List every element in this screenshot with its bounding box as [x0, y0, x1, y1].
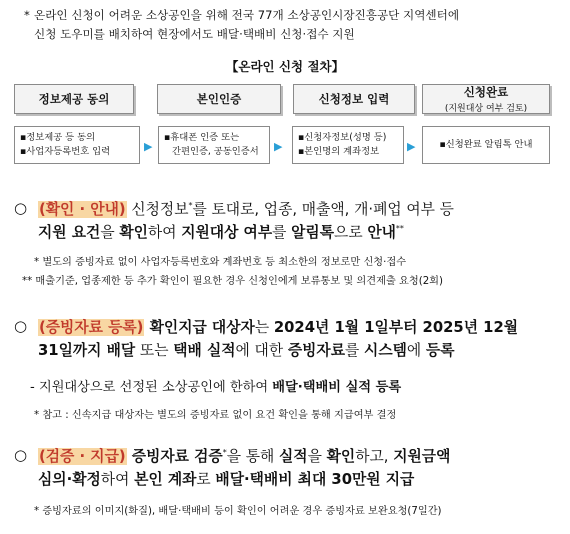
step-detail-line: ▪정보제공 등 동의: [20, 132, 96, 143]
step-detail-consent: [14, 126, 140, 164]
section-confirm-text: [38, 198, 558, 244]
text-run: 31일까지 배달: [38, 342, 136, 359]
text-run: 를: [272, 224, 292, 241]
text-run: 지원금액: [393, 448, 451, 465]
evidence-dash-line: [30, 376, 401, 395]
text-run: 알림톡: [291, 224, 335, 241]
step-detail-input: [292, 126, 404, 164]
footnote-marker: *: [222, 448, 227, 458]
footnote-marker: *: [188, 201, 193, 211]
step-detail-line: ▪신청자정보(성명 등): [298, 132, 387, 143]
intro-line-2: 신청 도우미를 배치하여 현장에서도 배달·택배비 신청·접수 지원: [34, 27, 355, 41]
text-run: 를: [345, 342, 365, 359]
arrow-right-icon: ▶: [407, 140, 416, 153]
footnote-marker: **: [395, 224, 404, 234]
text-run: 배달·택배비 실적 등록: [272, 380, 402, 395]
text-run: 하여: [100, 471, 135, 488]
text-run: 을: [100, 224, 120, 241]
text-run: 택배 실적: [173, 342, 236, 359]
text-run: 증빙자료: [287, 342, 346, 359]
text-run: 는: [254, 319, 274, 336]
arrow-right-icon: ▶: [274, 140, 283, 153]
step-header-sublabel: (지원대상 여부 검토): [444, 104, 528, 114]
step-header-label: 신청완료: [463, 85, 509, 99]
step-header-label: 정보제공 동의: [38, 92, 110, 106]
text-run: 확인지급 대상자: [144, 319, 255, 336]
step-header-input: [293, 84, 415, 114]
text-run: 본인 계좌: [134, 471, 197, 488]
text-run: 증빙자료 검증: [126, 448, 223, 465]
section-verify-text: [38, 445, 558, 491]
text-run: 신청정보: [126, 201, 189, 218]
text-run: 시스템: [364, 342, 407, 359]
intro-paragraph: [24, 6, 554, 44]
intro-line-1: 온라인 신청이 어려운 소상공인을 위해 전국 77개 소상공인시장진흥공단 지역센터에: [34, 8, 460, 22]
step-detail-complete: [422, 126, 550, 164]
section-bullet: ○: [14, 199, 28, 217]
text-run: 를 토대로, 업종, 매출액, 개·폐업 여부 등: [192, 201, 454, 218]
text-run: 확인: [326, 448, 356, 465]
text-run: 하고,: [355, 448, 394, 465]
step-header-auth: [157, 84, 281, 114]
step-detail-line: ▪사업자등록번호 입력: [20, 146, 111, 157]
text-run: 을: [307, 448, 327, 465]
text-run: 실적: [279, 448, 308, 465]
step-detail-line: ▪휴대폰 인증 또는: [164, 132, 240, 143]
text-run: 을 통해: [226, 448, 279, 465]
text-run: 로: [196, 471, 216, 488]
text-run: 으로: [334, 224, 368, 241]
arrow-right-icon: ▶: [144, 140, 153, 153]
text-run: 하여: [147, 224, 182, 241]
text-run: 등록: [425, 342, 455, 359]
section-evidence-text: [38, 316, 558, 362]
text-run: 안내: [367, 224, 396, 241]
text-run: 에: [406, 342, 426, 359]
footnote-1: * 별도의 증빙자료 없이 사업자등록번호와 계좌번호 등 최소한의 정보로만 신청·접수: [34, 257, 407, 268]
section-bullet: ○: [14, 446, 28, 464]
section-evidence-tag: (증빙자료 등록): [39, 319, 144, 336]
step-detail-line: ▪신청완료 알림톡 안내: [439, 139, 533, 150]
step-detail-line: 간편인증, 공동인증서: [172, 146, 259, 157]
section-confirm-tag: (확인 · 안내): [39, 201, 126, 218]
text-run: 2024년 1월 1일부터 2025년 12월: [273, 319, 519, 336]
text-run: 또는: [135, 342, 174, 359]
text-run: 지원대상 여부: [181, 224, 273, 241]
text-run: 지원 요건: [38, 224, 101, 241]
section-bullet: ○: [14, 317, 28, 335]
step-header-consent: [14, 84, 134, 114]
step-header-label: 신청정보 입력: [318, 92, 390, 106]
footnote-4: * 증빙자료의 이미지(화질), 배달·택배비 등이 확인이 어려운 경우 증빙자료 보완요청(7일간): [34, 506, 442, 517]
text-run: 배달·택배비 최대 30만원 지급: [215, 471, 415, 488]
text-run: 에 대한: [235, 342, 288, 359]
intro-asterisk: *: [24, 8, 30, 22]
step-header-label: 본인인증: [196, 92, 242, 106]
step-detail-line: ▪본인명의 계좌정보: [298, 146, 380, 157]
text-run: 확인: [119, 224, 148, 241]
step-detail-auth: [158, 126, 270, 164]
text-run: 심의·확정: [38, 471, 101, 488]
step-header-complete: [422, 84, 550, 114]
procedure-title: 【온라인 신청 절차】: [225, 59, 345, 74]
footnote-2: ** 매출기준, 업종제한 등 추가 확인이 필요한 경우 신청인에게 보류통보 및 의견제출 요청(2회): [22, 276, 443, 287]
text-run: - 지원대상으로 선정된 소상공인에 한하여: [30, 380, 273, 395]
footnote-3: * 참고 : 신속지급 대상자는 별도의 증빙자료 없이 요건 확인을 통해 지급여부 결정: [34, 410, 397, 421]
section-verify-tag: (검증 · 지급): [39, 448, 126, 465]
